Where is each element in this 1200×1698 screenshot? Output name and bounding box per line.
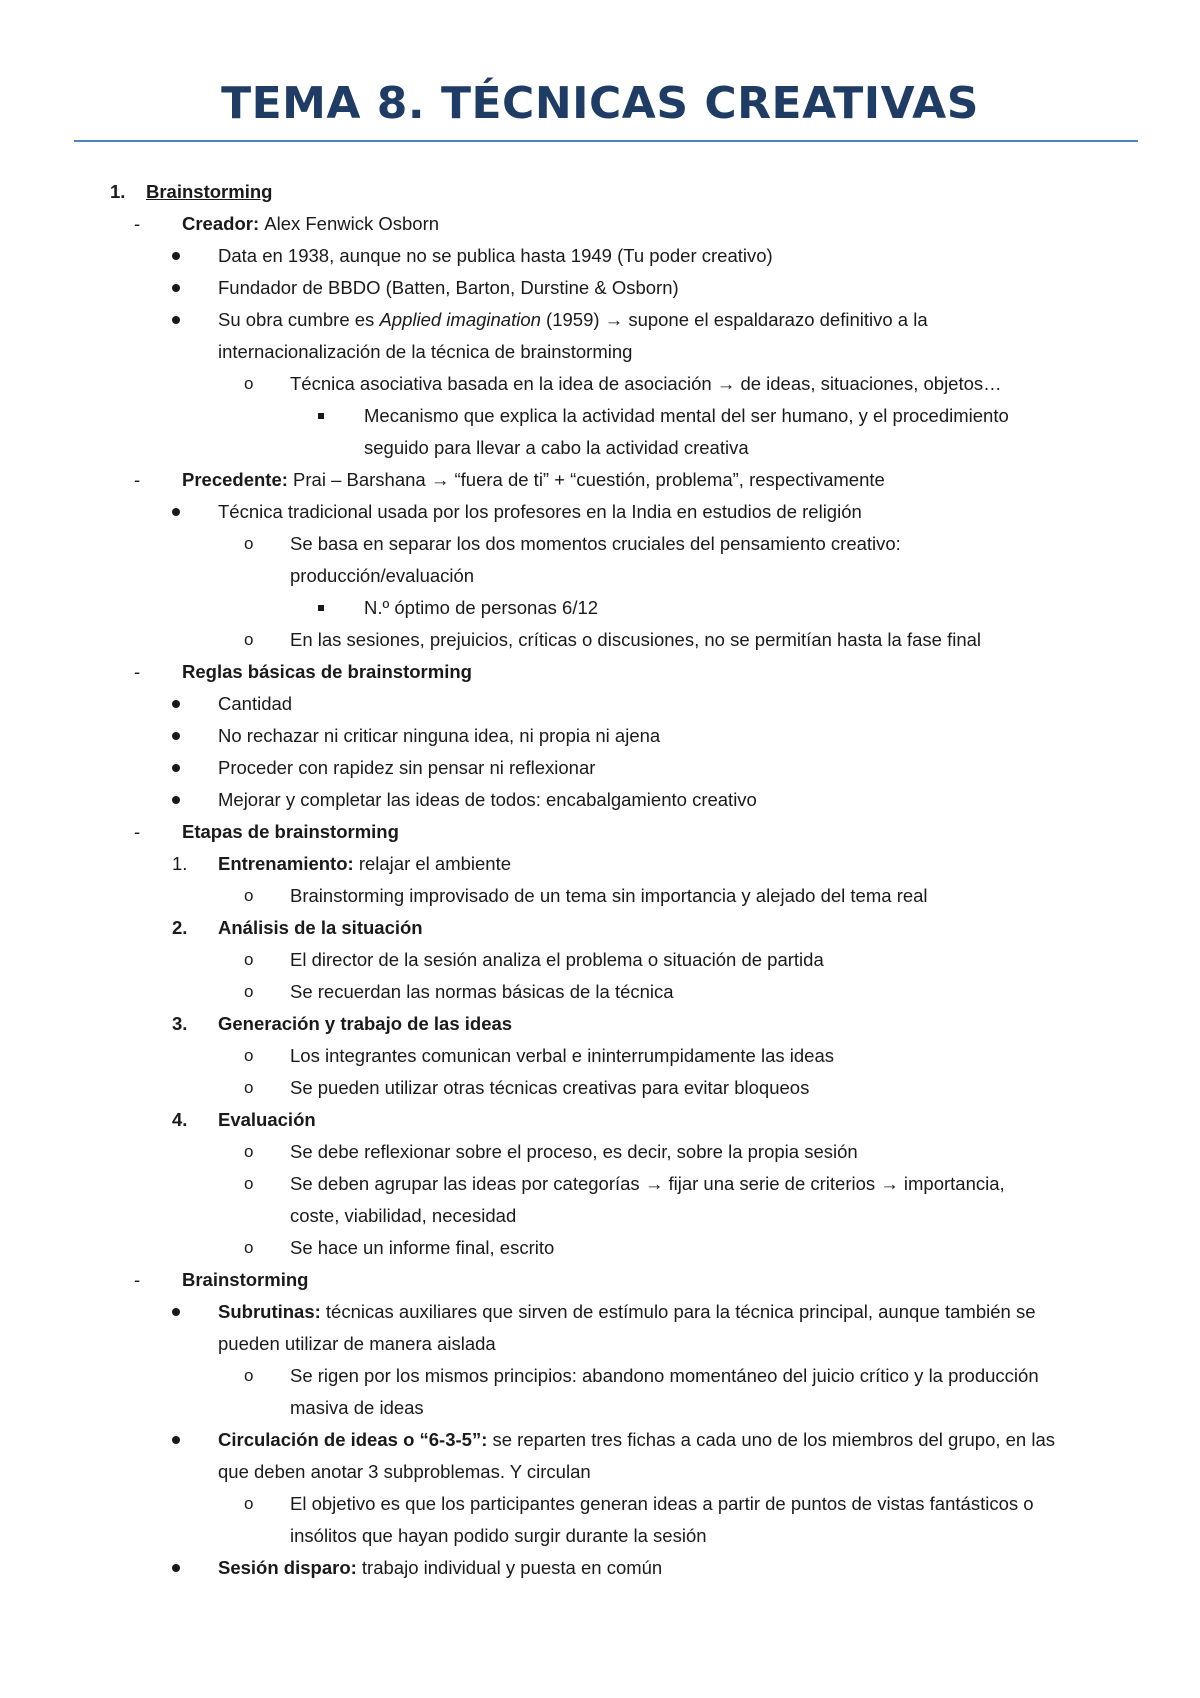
list-marker: o — [244, 982, 254, 1001]
text-run: Prai – Barshana → “fuera de ti” + “cuestión, problema”, respectivamente — [293, 469, 885, 490]
list-item-text — [218, 1552, 662, 1584]
bullet-icon — [172, 1552, 180, 1584]
bullet-icon — [172, 752, 180, 784]
list-item — [0, 1232, 1200, 1264]
list-marker: o — [244, 1494, 254, 1513]
text-run: Entrenamiento: — [218, 853, 359, 874]
list-item — [0, 1328, 1200, 1360]
bullet-icon — [172, 784, 180, 816]
list-item — [0, 1296, 1200, 1328]
list-marker: o — [244, 886, 254, 905]
list-item-text — [218, 912, 423, 944]
list-item — [0, 656, 1200, 688]
text-run: N.º óptimo de personas 6/12 — [364, 597, 599, 618]
bullet-icon — [172, 720, 180, 752]
list-item — [0, 720, 1200, 752]
list-marker: - — [134, 1269, 141, 1290]
list-item — [0, 272, 1200, 304]
text-run: Circulación de ideas o “6-3-5”: — [218, 1429, 493, 1450]
list-marker: 4. — [172, 1109, 188, 1130]
list-item-text — [182, 464, 885, 496]
list-item-text — [182, 816, 399, 848]
list-item-text — [182, 208, 439, 240]
list-item — [0, 784, 1200, 816]
list-item — [0, 400, 1200, 432]
bullet-icon — [172, 688, 180, 720]
bullet-icon — [172, 240, 180, 272]
list-item-text — [290, 1488, 1034, 1520]
text-run: Precedente: — [182, 469, 294, 490]
list-item-text — [364, 400, 1009, 432]
list-item-text — [364, 592, 598, 624]
list-marker: o — [244, 534, 254, 553]
list-item-text — [290, 880, 928, 912]
list-item-text — [218, 752, 595, 784]
list-marker: o — [244, 1238, 254, 1257]
list-item — [0, 1168, 1200, 1200]
list-marker: o — [244, 1174, 254, 1193]
text-run: seguido para llevar a cabo la actividad creativa — [364, 437, 749, 458]
list-marker: 3. — [172, 1013, 188, 1034]
list-marker: 1. — [172, 853, 188, 874]
list-item — [0, 240, 1200, 272]
list-item — [0, 1424, 1200, 1456]
list-item-text — [218, 1424, 1055, 1456]
square-bullet-icon — [318, 400, 324, 432]
list-item-text — [290, 1200, 516, 1232]
list-item — [0, 592, 1200, 624]
text-run: Análisis de la situación — [218, 917, 423, 938]
bullet-icon — [172, 1424, 180, 1456]
list-item — [0, 368, 1200, 400]
list-marker: - — [134, 821, 141, 842]
text-run: relajar el ambiente — [358, 853, 512, 874]
list-marker: 2. — [172, 917, 188, 938]
list-item — [0, 304, 1200, 336]
list-item — [0, 1072, 1200, 1104]
text-run: Mejorar y completar las ideas de todos: encabalgamiento creativo — [218, 789, 757, 810]
text-run: que deben anotar 3 subproblemas. Y circulan — [218, 1461, 591, 1482]
list-item-text — [290, 528, 901, 560]
list-item-text — [290, 624, 981, 656]
list-marker: - — [134, 213, 141, 234]
list-item — [0, 944, 1200, 976]
square-bullet-icon — [318, 592, 324, 624]
text-run: trabajo individual y puesta en común — [361, 1557, 663, 1578]
text-run: Evaluación — [218, 1109, 316, 1130]
text-run: producción/evaluación — [290, 565, 475, 586]
list-item — [0, 464, 1200, 496]
list-item — [0, 1520, 1200, 1552]
list-item — [0, 336, 1200, 368]
list-item — [0, 1360, 1200, 1392]
title-divider — [74, 140, 1138, 142]
text-run: Fundador de BBDO (Batten, Barton, Durstine & Osborn) — [218, 277, 679, 298]
text-run: Técnica asociativa basada en la idea de asociación → de ideas, situaciones, objetos… — [290, 373, 1002, 394]
text-run: Cantidad — [218, 693, 293, 714]
list-item — [0, 1552, 1200, 1584]
list-marker: o — [244, 1046, 254, 1065]
bullet-icon — [172, 496, 180, 528]
list-item — [0, 1136, 1200, 1168]
list-item-text — [290, 368, 1002, 400]
text-run: masiva de ideas — [290, 1397, 424, 1418]
text-run: pueden utilizar de manera aislada — [218, 1333, 496, 1354]
list-item-text — [218, 1296, 1036, 1328]
list-item-text — [218, 1328, 496, 1360]
list-item — [0, 1392, 1200, 1424]
list-item-text — [146, 176, 272, 208]
text-run: coste, viabilidad, necesidad — [290, 1205, 517, 1226]
list-item-text — [364, 432, 749, 464]
list-marker: o — [244, 630, 254, 649]
text-run: Mecanismo que explica la actividad mental del ser humano, y el procedimiento — [364, 405, 1009, 426]
bullet-icon — [172, 1296, 180, 1328]
list-item-text — [218, 336, 632, 368]
list-item-text — [290, 1360, 1039, 1392]
list-item-text — [290, 944, 824, 976]
list-item-text — [290, 1040, 834, 1072]
list-marker: o — [244, 1366, 254, 1385]
list-item — [0, 880, 1200, 912]
list-item-text — [218, 1008, 512, 1040]
bullet-icon — [172, 304, 180, 336]
list-item — [0, 1264, 1200, 1296]
list-item — [0, 1456, 1200, 1488]
text-run: Se debe reflexionar sobre el proceso, es decir, sobre la propia sesión — [290, 1141, 858, 1162]
text-run: Se deben agrupar las ideas por categorías → fijar una serie de criterios → importancia, — [290, 1173, 1005, 1194]
list-item-text — [218, 272, 679, 304]
text-run: Etapas de brainstorming — [182, 821, 399, 842]
text-run: Se hace un informe final, escrito — [290, 1237, 555, 1258]
list-marker: 1. — [110, 181, 126, 202]
list-item-text — [290, 1520, 707, 1552]
list-item — [0, 1200, 1200, 1232]
list-item-text — [290, 1168, 1005, 1200]
text-run: Su obra cumbre es — [218, 309, 380, 330]
list-item-text — [218, 720, 660, 752]
text-run: El director de la sesión analiza el problema o situación de partida — [290, 949, 824, 970]
list-item — [0, 976, 1200, 1008]
list-item — [0, 176, 1200, 208]
list-item-text — [218, 1104, 316, 1136]
list-item — [0, 528, 1200, 560]
text-run: Brainstorming — [182, 1269, 309, 1290]
list-item — [0, 496, 1200, 528]
text-run: Proceder con rapidez sin pensar ni reflexionar — [218, 757, 596, 778]
text-run: (1959) → supone el espaldarazo definitivo a la — [540, 309, 928, 330]
text-run: No rechazar ni criticar ninguna idea, ni propia ni ajena — [218, 725, 661, 746]
list-item-text — [290, 1072, 809, 1104]
list-item-text — [218, 496, 862, 528]
list-item — [0, 1040, 1200, 1072]
text-run: Se rigen por los mismos principios: abandono momentáneo del juicio crítico y la producción — [290, 1365, 1039, 1386]
text-run: Creador: — [182, 213, 265, 234]
text-run: En las sesiones, prejuicios, críticas o discusiones, no se permitían hasta la fase final — [290, 629, 982, 650]
list-item — [0, 624, 1200, 656]
list-item-text — [182, 656, 472, 688]
list-item-text — [290, 1392, 424, 1424]
bullet-icon — [172, 272, 180, 304]
list-item-text — [218, 688, 292, 720]
text-run: Subrutinas: — [218, 1301, 326, 1322]
list-item — [0, 688, 1200, 720]
list-item-text — [218, 304, 928, 336]
text-run: Se recuerdan las normas básicas de la técnica — [290, 981, 674, 1002]
text-run: Brainstorming improvisado de un tema sin importancia y alejado del tema real — [290, 885, 928, 906]
text-run: Brainstorming — [146, 181, 273, 202]
text-run: Applied imagination — [379, 309, 541, 330]
text-run: técnicas auxiliares que sirven de estímulo para la técnica principal, aunque también se — [325, 1301, 1036, 1322]
list-marker: o — [244, 1078, 254, 1097]
text-run: Generación y trabajo de las ideas — [218, 1013, 513, 1034]
text-run: Reglas básicas de brainstorming — [182, 661, 472, 682]
list-item-text — [290, 1232, 554, 1264]
list-item-text — [290, 1136, 858, 1168]
list-item — [0, 432, 1200, 464]
list-item — [0, 560, 1200, 592]
text-run: internacionalización de la técnica de brainstorming — [218, 341, 633, 362]
list-item-text — [218, 1456, 591, 1488]
text-run: Alex Fenwick Osborn — [264, 213, 440, 234]
text-run: insólitos que hayan podido surgir durante la sesión — [290, 1525, 707, 1546]
text-run: se reparten tres fichas a cada uno de los miembros del grupo, en las — [492, 1429, 1056, 1450]
list-item — [0, 1008, 1200, 1040]
list-marker: - — [134, 469, 141, 490]
list-item-text — [218, 240, 773, 272]
list-marker: o — [244, 1142, 254, 1161]
text-run: Data en 1938, aunque no se publica hasta 1949 (Tu poder creativo) — [218, 245, 773, 266]
text-run: Se basa en separar los dos momentos cruciales del pensamiento creativo: — [290, 533, 901, 554]
list-item-text — [290, 560, 474, 592]
text-run: El objetivo es que los participantes generan ideas a partir de puntos de vistas fantásticos o — [290, 1493, 1034, 1514]
list-item — [0, 1104, 1200, 1136]
list-item — [0, 816, 1200, 848]
text-run: Los integrantes comunican verbal e ininterrumpidamente las ideas — [290, 1045, 834, 1066]
list-item — [0, 912, 1200, 944]
document-body — [0, 176, 1200, 1584]
text-run: Se pueden utilizar otras técnicas creativas para evitar bloqueos — [290, 1077, 810, 1098]
list-marker: - — [134, 661, 141, 682]
list-item-text — [290, 976, 674, 1008]
text-run: Sesión disparo: — [218, 1557, 362, 1578]
list-item-text — [218, 784, 757, 816]
list-item — [0, 752, 1200, 784]
list-item — [0, 208, 1200, 240]
list-marker: o — [244, 374, 254, 393]
list-item — [0, 1488, 1200, 1520]
list-item-text — [218, 848, 511, 880]
list-marker: o — [244, 950, 254, 969]
text-run: Técnica tradicional usada por los profesores en la India en estudios de religión — [218, 501, 862, 522]
list-item — [0, 848, 1200, 880]
list-item-text — [182, 1264, 308, 1296]
page-title: TEMA 8. TÉCNICAS CREATIVAS — [221, 78, 979, 129]
